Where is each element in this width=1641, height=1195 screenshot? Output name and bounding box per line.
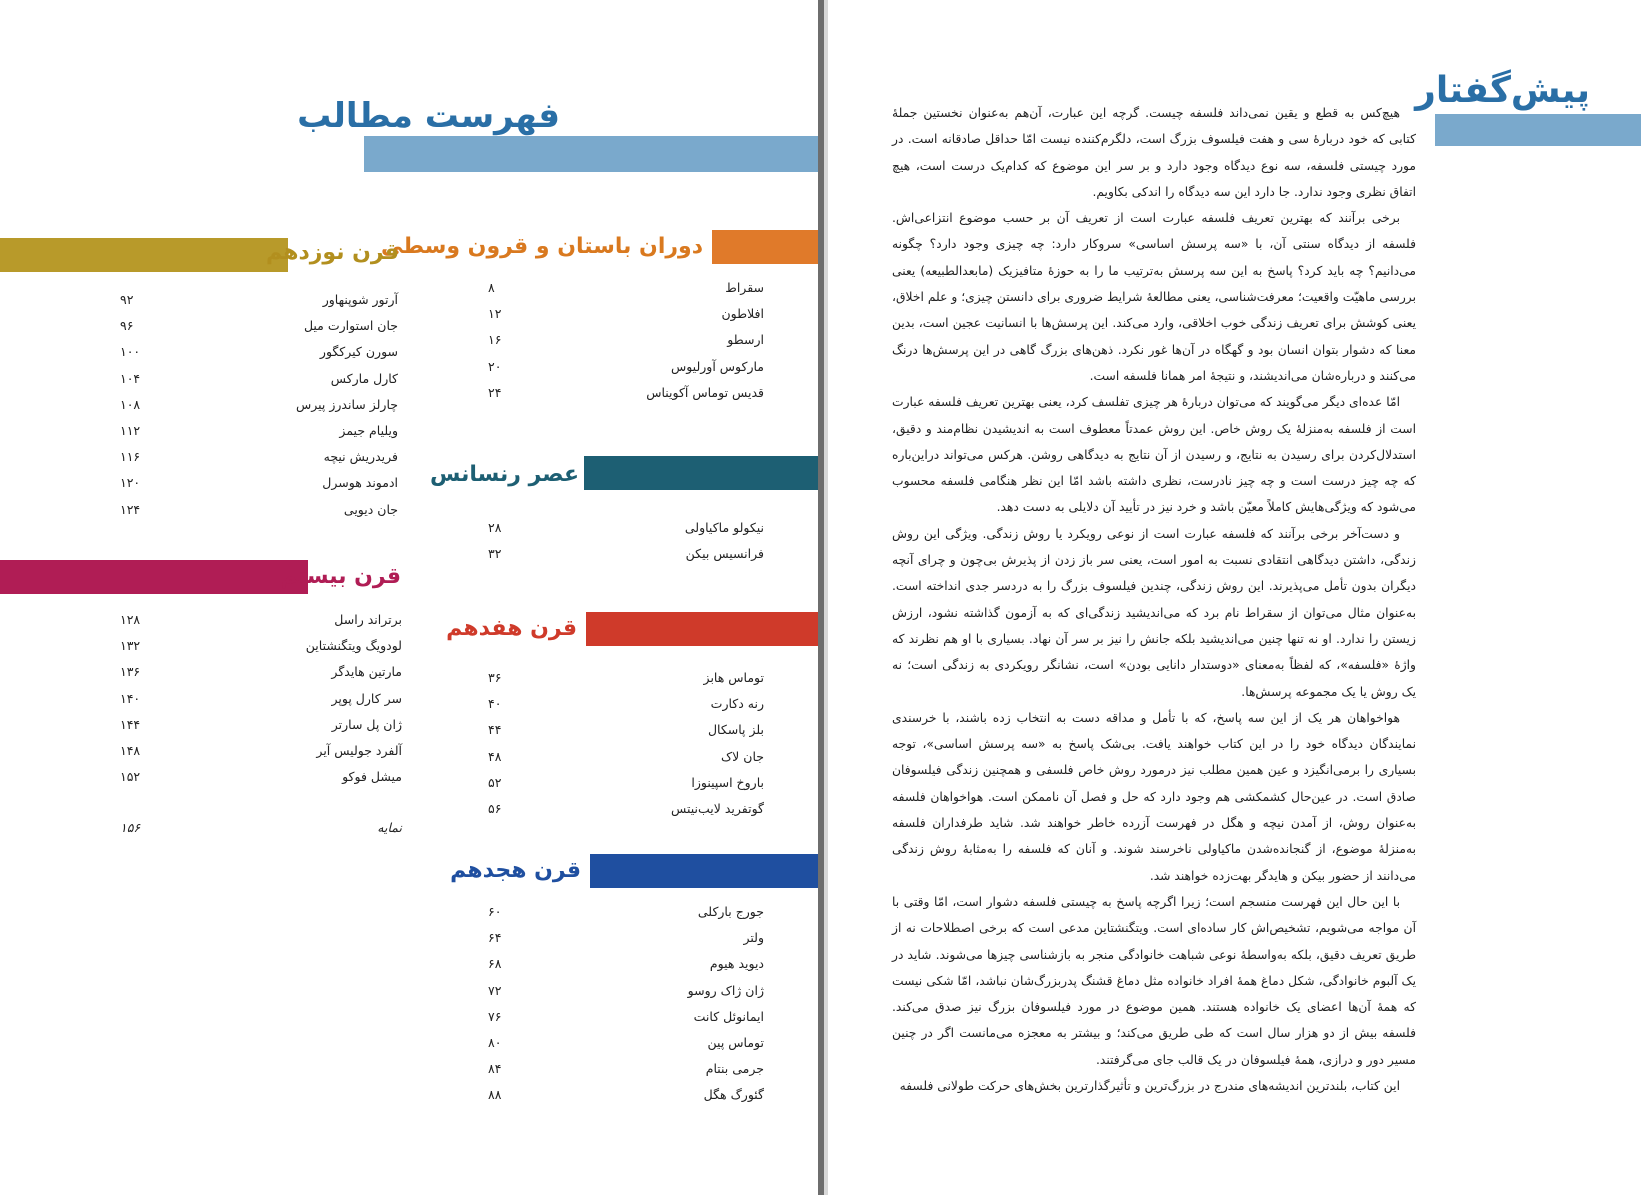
toc-entry-page: ۱۳۶	[120, 664, 141, 680]
toc-entry[interactable]	[120, 717, 402, 743]
toc-entry[interactable]	[120, 344, 398, 370]
toc-entry[interactable]	[120, 423, 398, 449]
toc-entry[interactable]	[488, 904, 764, 930]
toc-entry[interactable]	[488, 385, 764, 411]
toc-entry[interactable]	[488, 1061, 764, 1087]
toc-entry-name: برتراند راسل	[334, 612, 402, 627]
toc-entry-page: ۳۶	[488, 670, 502, 685]
preface-paragraph: و دست‌آخر برخی برآنند که فلسفه عبارت است از نوعی رویکرد یا روش زندگی. ویژگی این روش زندگی، داشتن دیدگاهی انتقادی نسبت به امور است، یعنی سر باز زدن از پذیرش بی‌چون و چرای آنچه دیگران بدون تأمل می‌پذیرند. این روش زندگی، چندین فیلسوف بزرگ را به دردسر جدی انداخته است. به‌عنوان مثال می‌توان از سقراط نام برد که می‌اندیشید زندگی‌ای که به آزمون گذاشته نشود، ارزش زیستن را ندارد. او نه تنها چنین می‌اندیشید بلکه جانش را نیز بر سر آن نهاد. بسیاری با او هم نظرند که واژهٔ «فلسفه»، که لفظاً به‌معنای «دوستدار دانایی بودن» است، نشانگر رویکردی به زندگی است؛ نه یک روش یا یک مجموعه پرسش‌ها.	[892, 526, 1416, 699]
toc-entry[interactable]	[488, 670, 764, 696]
toc-entry[interactable]	[120, 612, 402, 638]
toc-title-bar	[364, 136, 818, 172]
toc-entry[interactable]	[488, 801, 764, 827]
toc-entry-page: ۸۸	[488, 1087, 502, 1103]
toc-entry[interactable]	[120, 292, 398, 318]
section-title-17th: قرن هفدهم	[446, 616, 577, 641]
toc-entry-name: باروخ اسپینوزا	[691, 774, 764, 790]
toc-entry-name: قدیس توماس آکویناس	[646, 384, 764, 400]
section-bar-renaissance	[584, 456, 818, 490]
section-bar-19th	[0, 238, 288, 272]
toc-entry[interactable]	[488, 749, 764, 775]
toc-entry-page: ۱۲۰	[120, 475, 141, 491]
toc-entry-name: جان دیویی	[343, 501, 398, 517]
toc-entry-name: جان لاک	[720, 748, 764, 764]
toc-entry-page: ۵۲	[488, 774, 502, 790]
toc-entry-name: گئورگ هگل	[703, 1087, 764, 1103]
toc-entry-page: ۱۵۲	[120, 769, 141, 785]
toc-entry[interactable]	[488, 280, 764, 306]
toc-entry-page: ۱۰۰	[120, 344, 141, 360]
section-entries-19th	[120, 292, 398, 528]
toc-entry-page: ۹۶	[120, 318, 134, 334]
toc-entry[interactable]	[488, 775, 764, 801]
toc-entry-page: ۱۲۴	[120, 501, 141, 517]
preface-paragraph: با این حال این فهرست منسجم است؛ زیرا اگرچه پاسخ به چیستی فلسفه دشوار است، امّا وقتی با آن مواجه می‌شویم، تشخیص‌اش کار ساده‌ای است. ویتگنشتاین مدعی است که برخی اصطلاحات نه از طریق تعریف دقیق، بلکه به‌واسطهٔ نوعی شباهت خانوادگی منجر به بازشناسی چیزها می‌شوند. شاید در یک آلبوم خانوادگی، شکل دماغ همهٔ افراد خانواده مثل دماغ قشنگ پدربزرگ‌شان نباشد، امّا شکی نیست که همهٔ آن‌ها اعضای یک خانواده هستند. همین موضوع در مورد فیلسوفان بزرگ نیز صدق می‌کند. فلسفه بیش از دو هزار سال است که طی طریق می‌کند؛ و بیشتر به معجزه می‌مانست اگر در چنین مسیر دور و درازی، همهٔ فیلسوفان در یک قالب جای می‌گرفتند.	[892, 894, 1416, 1067]
toc-entry[interactable]	[488, 956, 764, 982]
preface-paragraph: امّا عده‌ای دیگر می‌گویند که می‌توان دربارهٔ هر چیزی تفلسف کرد، یعنی بهترین تعریف فلسفه عبارت است از فلسفه به‌منزلهٔ یک روش خاص. این روش عمدتاً معطوف است به اندیشیدن نظام‌مند و دقیق، استدلال‌کردن برای رسیدن به نتایج، و رسیدن از آن نتایج به دیدگاهی روشن. هرکس می‌تواند دراین‌باره که چه چیز درست است و چه چیز نادرست، نظری داشته باشد امّا این نظر هنگامی فلسفه محسوب می‌شود که ویژگی‌هایش کاملاً معیّن باشد و خرد نیز در تأیید آن دلایلی به دست دهد.	[892, 395, 1416, 515]
toc-entry-name: بلز پاسکال	[707, 722, 764, 738]
toc-entry-name: توماس پین	[707, 1034, 764, 1050]
preface-title: پیش‌گفتار	[1415, 70, 1590, 111]
toc-entry-page: ۸۴	[488, 1061, 502, 1077]
section-entries-ancient	[488, 280, 764, 411]
toc-entry-page: ۵۶	[488, 800, 502, 816]
toc-entry-page: ۱۶	[488, 332, 502, 348]
section-title-18th: قرن هجدهم	[450, 858, 581, 883]
preface-body	[892, 100, 1416, 1099]
toc-entry[interactable]	[120, 318, 398, 344]
section-entries-17th	[488, 670, 764, 827]
toc-entry[interactable]	[488, 1009, 764, 1035]
toc-entry[interactable]	[120, 664, 402, 690]
toc-entry-page: ۱۴۸	[120, 742, 141, 758]
toc-entry[interactable]	[488, 306, 764, 332]
toc-entry-name: سر کارل پوپر	[331, 690, 402, 706]
toc-entry-page: ۱۰۸	[120, 396, 141, 412]
toc-entry-name: ایمانوئل کانت	[693, 1008, 764, 1024]
section-entries-18th	[488, 904, 764, 1114]
toc-entry-name: چارلز ساندرز پیرس	[295, 396, 398, 412]
toc-entry-name: جورج بارکلی	[697, 904, 764, 919]
toc-entry-name: ژان پل سارتر	[331, 716, 402, 732]
preface-paragraph: برخی برآنند که بهترین تعریف فلسفه عبارت است از تعریف آن بر حسب موضوع انتزاعی‌اش. فلسفه از دیدگاه سنتی آن، با «سه پرسش اساسی» سروکار دارد: چه چیزی وجود دارد؟ چگونه می‌دانیم؟ چه باید کرد؟ پاسخ به این سه پرسش به‌ترتیب ما را به حوزهٔ متافیزیک (مابعدالطبیعه) یعنی بررسی ماهیّت واقعیت؛ معرفت‌شناسی، یعنی مطالعهٔ شرایط ضروری برای دانستن چیزی؛ و علم اخلاق، یعنی کوشش برای تعریف زندگی خوب اخلاقی، وارد می‌کند. این پرسش‌ها با انسانیت عجین است، بدین معنا که دشوار بتوان انسان بود و گهگاه در آن‌ها غور نکرد. ذهن‌های بزرگ گاهی در این پرسش‌ها درنگ می‌کنند و درباره‌شان می‌اندیشند، و نتیجهٔ امر همانا فلسفه است.	[892, 211, 1416, 383]
toc-entry-name: مارتین هایدگر	[331, 664, 402, 680]
toc-entry-page: ۴۰	[488, 696, 502, 712]
toc-entry[interactable]	[488, 930, 764, 956]
toc-entry-name: گوتفرید لایب‌نیتس	[671, 800, 764, 816]
toc-entry[interactable]	[488, 332, 764, 358]
toc-entry[interactable]	[488, 520, 764, 546]
toc-entry[interactable]	[120, 449, 398, 475]
toc-entry-name: رنه دکارت	[710, 696, 764, 712]
toc-entry-page: ۸۰	[488, 1034, 502, 1050]
toc-entry-name: دیوید هیوم	[709, 956, 764, 972]
index-entry-block	[120, 820, 402, 846]
toc-entry[interactable]	[488, 983, 764, 1009]
toc-entry-page: ۷۲	[488, 982, 502, 998]
section-bar-20th	[0, 560, 308, 594]
toc-entry[interactable]	[488, 722, 764, 748]
toc-entry-page: ۱۱۲	[120, 422, 141, 438]
toc-entry-index[interactable]	[120, 820, 402, 846]
toc-entry[interactable]	[120, 371, 398, 397]
toc-entry-page: ۷۶	[488, 1008, 502, 1024]
toc-entry-page: ۱۵۶	[120, 820, 141, 835]
toc-title: فهرست مطالب	[297, 96, 560, 136]
toc-entry-name: آلفرد جولیس آیر	[316, 742, 402, 758]
toc-entry-page: ۱۲۸	[120, 612, 141, 627]
toc-entry-page: ۶۰	[488, 904, 502, 919]
toc-entry-name: افلاطون	[721, 306, 764, 322]
toc-entry-name: ژان ژاک روسو	[687, 982, 764, 998]
toc-entry-name: ادموند هوسرل	[322, 475, 398, 491]
toc-entry-name: سورن کیرکگور	[319, 344, 398, 360]
toc-entry-page: ۱۴۴	[120, 716, 141, 732]
toc-entry-name: فریدریش نیچه	[323, 449, 398, 465]
toc-entry-name: مارکوس آورلیوس	[670, 358, 764, 374]
toc-entry-page: ۶۸	[488, 956, 502, 972]
toc-entry[interactable]	[488, 1087, 764, 1113]
toc-entry[interactable]	[120, 638, 402, 664]
section-bar-17th	[586, 612, 818, 646]
section-bar-ancient	[712, 230, 818, 264]
toc-entry[interactable]	[120, 475, 398, 501]
toc-entry-page: ۸	[488, 280, 495, 295]
section-title-renaissance: عصر رنسانس	[430, 462, 579, 487]
toc-entry[interactable]	[488, 696, 764, 722]
toc-entry-page: ۱۲	[488, 306, 502, 322]
toc-entry[interactable]	[120, 769, 402, 795]
toc-entry[interactable]	[120, 743, 402, 769]
toc-entry-page: ۶۴	[488, 930, 502, 946]
section-entries-renaissance	[488, 520, 764, 572]
toc-entry[interactable]	[488, 1035, 764, 1061]
toc-entry-name: سقراط	[725, 280, 764, 295]
toc-entry-name: میشل فوکو	[342, 769, 402, 785]
toc-entry[interactable]	[488, 546, 764, 572]
section-bar-18th	[590, 854, 818, 888]
toc-entry-name: آرتور شوپنهاور	[322, 292, 398, 307]
toc-entry[interactable]	[120, 502, 398, 528]
toc-entry-name: کارل مارکس	[330, 370, 398, 386]
preface-title-bar	[1435, 114, 1641, 146]
toc-entry-page: ۹۲	[120, 292, 134, 307]
toc-entry-page: ۲۴	[488, 384, 502, 400]
toc-entry-name: نمایه	[377, 820, 402, 835]
section-entries-20th	[120, 612, 402, 795]
toc-entry-page: ۲۸	[488, 520, 502, 535]
toc-entry-name: فرانسیس بیکن	[685, 546, 764, 562]
toc-entry-page: ۴۸	[488, 748, 502, 764]
toc-entry-name: جرمی بنتام	[705, 1061, 764, 1077]
toc-entry-page: ۳۲	[488, 546, 502, 562]
toc-entry-name: ارسطو	[727, 332, 764, 348]
toc-entry-name: جان استوارت میل	[303, 318, 398, 334]
preface-paragraph: این کتاب، بلندترین اندیشه‌های مندرج در بزرگ‌ترین و تأثیرگذارترین بخش‌های حرکت طولانی فلسفه	[899, 1078, 1400, 1093]
preface-paragraph: هیچ‌کس به قطع و یقین نمی‌داند فلسفه چیست. گرچه این عبارت، آن‌هم به‌عنوان نخستین جملهٔ کتابی که خود دربارهٔ سی و هفت فیلسوف بزرگ است، دلگرم‌کننده نیست امّا حداقل صادقانه است. در مورد چیستی فلسفه، سه نوع دیدگاه وجود دارد و بر سر این موضوع که کدام‌یک درست است، هیچ اتفاق نظری وجود ندارد. جا دارد این سه دیدگاه را اندکی بکاویم.	[892, 106, 1416, 199]
section-title-ancient: دوران باستان و قرون وسطی	[381, 234, 703, 259]
toc-entry-page: ۴۴	[488, 722, 502, 738]
toc-entry-name: لودویگ ویتگنشتاین	[305, 638, 402, 654]
preface-paragraph: هواخواهان هر یک از این سه پاسخ، که با تأمل و مداقه دست به انتخاب زده باشند، با خرسندی نمایندگان دیدگاه خود را در این کتاب خواهند یافت. بی‌شک پاسخ به «سه پرسش اساسی»، توجه بسیاری را برمی‌انگیزد و عین همین مطلب نیز درمورد روش خاص فلسفی و همچنین زندگی فیلسوفان صادق است. در عین‌حال کشمکشی هم وجود دارد که حل و فصل آن ناممکن است. هواخواهان فلسفه به‌عنوان روش، از آمدن نیچه و هگل در فهرست آزرده خاطر خواهند شد. شاید طرفداران فلسفه به‌منزلهٔ موضوع، از گنجانده‌شدن ماکیاولی ناخرسند شوند. و آنان که فلسفه را به‌مثابهٔ روش زندگی می‌دانند از حضور بیکن و هایدگر بهت‌زده خواهند شد.	[892, 710, 1416, 883]
toc-entry-page: ۱۱۶	[120, 449, 141, 465]
toc-entry[interactable]	[120, 397, 398, 423]
toc-entry-page: ۱۴۰	[120, 690, 141, 706]
toc-entry-page: ۱۰۴	[120, 370, 141, 386]
toc-entry-name: ولتر	[743, 930, 764, 946]
section-title-20th: قرن بیستم	[280, 564, 401, 589]
section-title-19th: قرن نوزدهم	[265, 240, 399, 265]
toc-entry-page: ۲۰	[488, 358, 502, 374]
toc-entry-name: توماس هابز	[703, 670, 764, 685]
toc-entry[interactable]	[120, 691, 402, 717]
toc-entry-page: ۱۳۲	[120, 638, 141, 654]
toc-entry-name: ویلیام جیمز	[339, 422, 398, 438]
toc-entry[interactable]	[488, 359, 764, 385]
toc-entry-name: نیکولو ماکیاولی	[684, 520, 764, 535]
